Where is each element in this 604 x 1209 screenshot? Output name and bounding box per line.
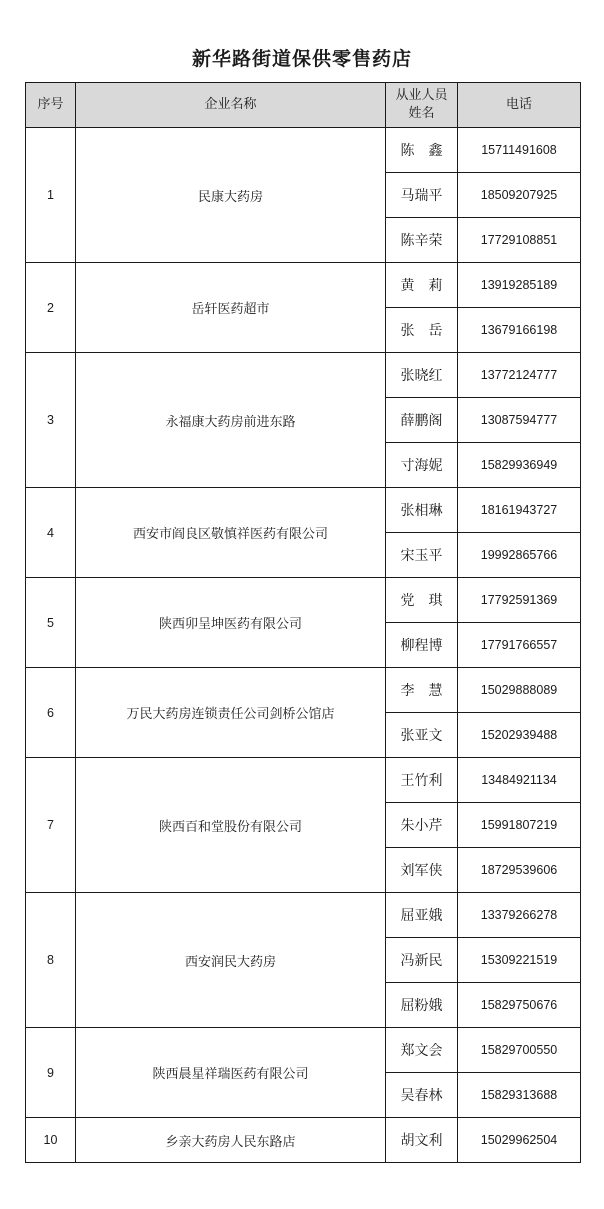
staff-name-cell: 李 慧 [386,668,458,713]
staff-name-cell: 冯新民 [386,938,458,983]
staff-name-cell: 党 琪 [386,578,458,623]
page-title: 新华路街道保供零售药店 [191,48,412,70]
company-name-cell: 西安润民大药房 [76,893,386,1028]
serial-number-cell: 9 [26,1028,76,1118]
staff-name-cell: 张亚文 [386,713,458,758]
table-row [26,263,581,308]
staff-name-cell: 郑文会 [386,1028,458,1073]
table-row [26,1118,581,1163]
company-name-cell: 万民大药房连锁责任公司剑桥公馆店 [76,668,386,758]
phone-number-cell: 13484921134 [458,758,581,803]
staff-name-cell: 屈粉娥 [386,983,458,1028]
staff-name-cell: 黄 莉 [386,263,458,308]
company-name-cell: 陕西卯呈坤医药有限公司 [76,578,386,668]
table-row [26,758,581,803]
phone-number-cell: 15202939488 [458,713,581,758]
phone-number-cell: 15991807219 [458,803,581,848]
pharmacy-table [25,82,581,1163]
staff-name-cell: 宋玉平 [386,533,458,578]
serial-number-cell: 7 [26,758,76,893]
staff-name-cell: 刘军侠 [386,848,458,893]
phone-number-cell: 18161943727 [458,488,581,533]
serial-number-cell: 1 [26,128,76,263]
phone-number-cell: 15711491608 [458,128,581,173]
company-name-cell: 岳轩医药超市 [76,263,386,353]
staff-name-cell: 王竹利 [386,758,458,803]
serial-number-cell: 4 [26,488,76,578]
phone-number-cell: 17729108851 [458,218,581,263]
company-name-cell: 民康大药房 [76,128,386,263]
table-row [26,1028,581,1073]
staff-name-cell: 张相琳 [386,488,458,533]
header-company: 企业名称 [76,83,386,128]
phone-number-cell: 15029888089 [458,668,581,713]
phone-number-cell: 13679166198 [458,308,581,353]
header-phone: 电话 [458,83,581,128]
table-body [26,128,581,1163]
serial-number-cell: 6 [26,668,76,758]
staff-name-cell: 胡文利 [386,1118,458,1163]
staff-name-cell: 张晓红 [386,353,458,398]
phone-number-cell: 15309221519 [458,938,581,983]
company-name-cell: 陕西晨星祥瑞医药有限公司 [76,1028,386,1118]
company-name-cell: 永福康大药房前进东路 [76,353,386,488]
staff-name-cell: 张 岳 [386,308,458,353]
serial-number-cell: 10 [26,1118,76,1163]
phone-number-cell: 15829936949 [458,443,581,488]
serial-number-cell: 8 [26,893,76,1028]
phone-number-cell: 15029962504 [458,1118,581,1163]
table-row [26,128,581,173]
table-row [26,893,581,938]
header-staff [386,83,458,128]
table-row [26,668,581,713]
phone-number-cell: 17791766557 [458,623,581,668]
table-row [26,578,581,623]
serial-number-cell: 2 [26,263,76,353]
company-name-cell: 西安市阎良区敬慎祥医药有限公司 [76,488,386,578]
phone-number-cell: 18509207925 [458,173,581,218]
staff-name-cell: 吴春林 [386,1073,458,1118]
staff-name-cell: 薛鹏阁 [386,398,458,443]
company-name-cell: 乡亲大药房人民东路店 [76,1118,386,1163]
phone-number-cell: 13772124777 [458,353,581,398]
phone-number-cell: 17792591369 [458,578,581,623]
staff-name-cell: 柳程博 [386,623,458,668]
table-row [26,353,581,398]
serial-number-cell: 5 [26,578,76,668]
phone-number-cell: 13087594777 [458,398,581,443]
staff-name-cell: 寸海妮 [386,443,458,488]
phone-number-cell: 13379266278 [458,893,581,938]
staff-name-cell: 屈亚娥 [386,893,458,938]
phone-number-cell: 13919285189 [458,263,581,308]
phone-number-cell: 19992865766 [458,533,581,578]
phone-number-cell: 18729539606 [458,848,581,893]
phone-number-cell: 15829313688 [458,1073,581,1118]
phone-number-cell: 15829700550 [458,1028,581,1073]
table-row [26,488,581,533]
phone-number-cell: 15829750676 [458,983,581,1028]
staff-name-cell: 朱小芹 [386,803,458,848]
table-header-row [26,83,581,128]
company-name-cell: 陕西百和堂股份有限公司 [76,758,386,893]
staff-name-cell: 陈 鑫 [386,128,458,173]
serial-number-cell: 3 [26,353,76,488]
staff-name-cell: 马瑞平 [386,173,458,218]
header-staff-line1: 从业人员 [395,88,448,103]
header-no: 序号 [26,83,76,128]
staff-name-cell: 陈辛荣 [386,218,458,263]
header-staff-line2: 姓名 [408,106,435,121]
